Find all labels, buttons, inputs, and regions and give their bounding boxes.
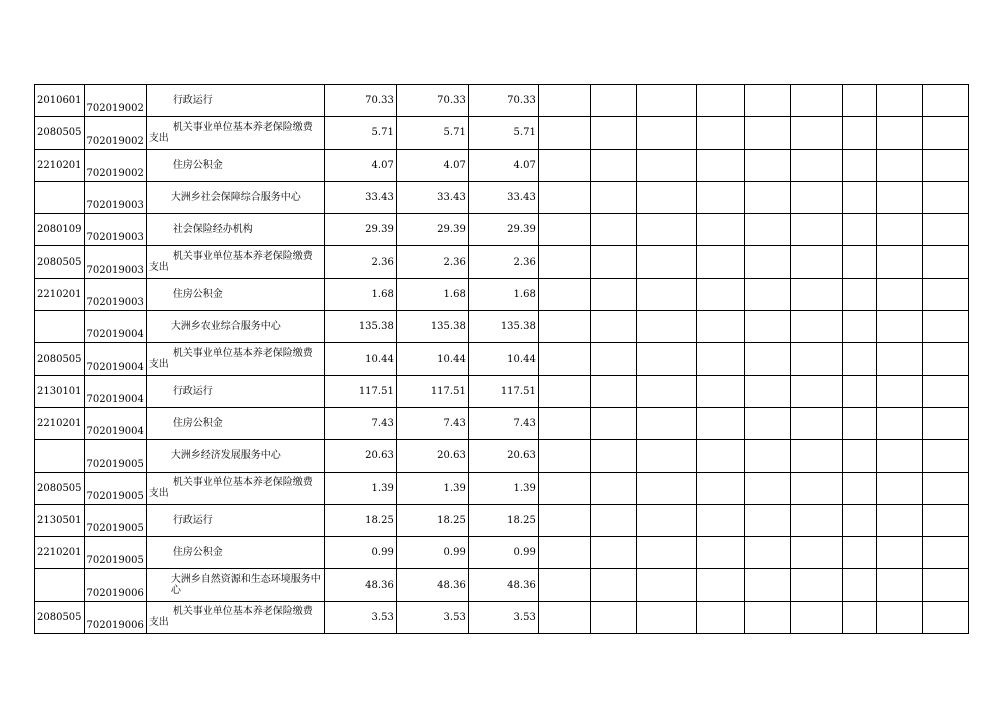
- total-value-cell: 4.07: [324, 149, 396, 181]
- empty-cell: [696, 440, 744, 472]
- empty-cell: [590, 440, 636, 472]
- total-value-cell: 117.51: [324, 375, 396, 407]
- empty-cell: [636, 278, 696, 310]
- empty-cell: [696, 246, 744, 278]
- subtotal-value-cell: 2.36: [396, 246, 468, 278]
- unit-code-cell: 702019003: [84, 214, 146, 246]
- basic-expense-value-cell: 2.36: [468, 246, 538, 278]
- empty-cell: [744, 85, 790, 117]
- unit-code-cell: 702019004: [84, 311, 146, 343]
- empty-cell: [842, 117, 876, 149]
- empty-cell: [876, 472, 922, 504]
- table-row: [35, 601, 969, 633]
- empty-cell: [696, 504, 744, 536]
- empty-cell: [636, 504, 696, 536]
- empty-cell: [790, 537, 842, 569]
- total-value-cell: 48.36: [324, 569, 396, 601]
- empty-cell: [842, 214, 876, 246]
- empty-cell: [876, 214, 922, 246]
- empty-cell: [790, 343, 842, 375]
- unit-code-cell: 702019004: [84, 375, 146, 407]
- empty-cell: [876, 407, 922, 439]
- empty-cell: [876, 375, 922, 407]
- item-name-cell: [146, 472, 324, 504]
- total-value-cell: 29.39: [324, 214, 396, 246]
- empty-cell: [538, 246, 590, 278]
- unit-code-cell: 702019005: [84, 504, 146, 536]
- function-code-cell: 2080505: [35, 246, 85, 278]
- unit-code-cell: 702019002: [84, 117, 146, 149]
- empty-cell: [842, 504, 876, 536]
- empty-cell: [744, 375, 790, 407]
- subtotal-value-cell: 33.43: [396, 181, 468, 213]
- function-code-cell: 2210201: [35, 407, 85, 439]
- table-row: [35, 375, 969, 407]
- empty-cell: [922, 181, 968, 213]
- empty-cell: [922, 246, 968, 278]
- empty-cell: [538, 504, 590, 536]
- empty-cell: [790, 440, 842, 472]
- empty-cell: [636, 537, 696, 569]
- item-name-text: 行政运行: [172, 385, 213, 397]
- empty-cell: [744, 537, 790, 569]
- empty-cell: [790, 472, 842, 504]
- empty-cell: [876, 440, 922, 472]
- subtotal-value-cell: 10.44: [396, 343, 468, 375]
- function-code-cell: 2210201: [35, 278, 85, 310]
- basic-expense-value-cell: 33.43: [468, 181, 538, 213]
- empty-cell: [636, 246, 696, 278]
- empty-cell: [922, 375, 968, 407]
- function-code-cell: [35, 181, 85, 213]
- empty-cell: [636, 311, 696, 343]
- empty-cell: [636, 343, 696, 375]
- table-row: [35, 537, 969, 569]
- total-value-cell: 3.53: [324, 601, 396, 633]
- empty-cell: [842, 407, 876, 439]
- table-row: [35, 440, 969, 472]
- empty-cell: [842, 246, 876, 278]
- empty-cell: [876, 246, 922, 278]
- empty-cell: [744, 311, 790, 343]
- item-name-text: 机关事业单位基本养老保险缴费支出: [148, 251, 313, 274]
- unit-code-cell: 702019006: [84, 601, 146, 633]
- empty-cell: [696, 601, 744, 633]
- empty-cell: [590, 537, 636, 569]
- empty-cell: [876, 278, 922, 310]
- table-row: [35, 472, 969, 504]
- subtotal-value-cell: 18.25: [396, 504, 468, 536]
- item-name-cell: [146, 278, 324, 310]
- function-code-cell: 2080505: [35, 343, 85, 375]
- empty-cell: [790, 375, 842, 407]
- empty-cell: [696, 85, 744, 117]
- item-name-cell: [146, 149, 324, 181]
- empty-cell: [922, 472, 968, 504]
- empty-cell: [538, 407, 590, 439]
- empty-cell: [636, 117, 696, 149]
- basic-expense-value-cell: 1.39: [468, 472, 538, 504]
- unit-code-cell: 702019003: [84, 278, 146, 310]
- total-value-cell: 10.44: [324, 343, 396, 375]
- item-name-cell: [146, 569, 324, 601]
- empty-cell: [790, 181, 842, 213]
- empty-cell: [696, 311, 744, 343]
- basic-expense-value-cell: 3.53: [468, 601, 538, 633]
- unit-code-cell: 702019004: [84, 343, 146, 375]
- table-row: [35, 246, 969, 278]
- empty-cell: [876, 85, 922, 117]
- empty-cell: [636, 181, 696, 213]
- basic-expense-value-cell: 18.25: [468, 504, 538, 536]
- function-code-cell: 2080505: [35, 472, 85, 504]
- empty-cell: [744, 472, 790, 504]
- item-name-text: 大洲乡农业综合服务中心: [170, 321, 281, 333]
- empty-cell: [876, 181, 922, 213]
- table-row: [35, 569, 969, 601]
- empty-cell: [538, 149, 590, 181]
- total-value-cell: 70.33: [324, 85, 396, 117]
- table-row: [35, 117, 969, 149]
- function-code-cell: 2130101: [35, 375, 85, 407]
- empty-cell: [590, 181, 636, 213]
- empty-cell: [922, 311, 968, 343]
- table-row: [35, 504, 969, 536]
- total-value-cell: 1.39: [324, 472, 396, 504]
- empty-cell: [790, 149, 842, 181]
- empty-cell: [790, 117, 842, 149]
- empty-cell: [744, 214, 790, 246]
- unit-code-cell: 702019005: [84, 537, 146, 569]
- total-value-cell: 33.43: [324, 181, 396, 213]
- empty-cell: [790, 214, 842, 246]
- empty-cell: [842, 375, 876, 407]
- empty-cell: [590, 601, 636, 633]
- empty-cell: [876, 343, 922, 375]
- basic-expense-value-cell: 70.33: [468, 85, 538, 117]
- empty-cell: [876, 569, 922, 601]
- unit-code-cell: 702019002: [84, 149, 146, 181]
- empty-cell: [538, 569, 590, 601]
- empty-cell: [922, 537, 968, 569]
- basic-expense-value-cell: 7.43: [468, 407, 538, 439]
- function-code-cell: [35, 569, 85, 601]
- total-value-cell: 135.38: [324, 311, 396, 343]
- unit-code-cell: 702019004: [84, 407, 146, 439]
- empty-cell: [696, 214, 744, 246]
- empty-cell: [696, 343, 744, 375]
- basic-expense-value-cell: 1.68: [468, 278, 538, 310]
- empty-cell: [922, 407, 968, 439]
- empty-cell: [842, 278, 876, 310]
- empty-cell: [538, 214, 590, 246]
- item-name-cell: [146, 601, 324, 633]
- subtotal-value-cell: 7.43: [396, 407, 468, 439]
- empty-cell: [876, 117, 922, 149]
- empty-cell: [842, 85, 876, 117]
- item-name-cell: [146, 375, 324, 407]
- empty-cell: [538, 278, 590, 310]
- item-name-cell: [146, 504, 324, 536]
- subtotal-value-cell: 135.38: [396, 311, 468, 343]
- empty-cell: [636, 472, 696, 504]
- empty-cell: [842, 343, 876, 375]
- empty-cell: [696, 472, 744, 504]
- item-name-text: 机关事业单位基本养老保险缴费支出: [148, 121, 313, 144]
- empty-cell: [696, 149, 744, 181]
- table-row: [35, 181, 969, 213]
- empty-cell: [538, 375, 590, 407]
- item-name-cell: [146, 311, 324, 343]
- function-code-cell: 2010601: [35, 85, 85, 117]
- empty-cell: [636, 214, 696, 246]
- item-name-text: 社会保险经办机构: [172, 224, 253, 236]
- basic-expense-value-cell: 0.99: [468, 537, 538, 569]
- empty-cell: [876, 149, 922, 181]
- empty-cell: [790, 504, 842, 536]
- empty-cell: [842, 537, 876, 569]
- empty-cell: [922, 214, 968, 246]
- item-name-cell: [146, 343, 324, 375]
- item-name-text: 大洲乡经济发展服务中心: [170, 450, 281, 462]
- empty-cell: [842, 440, 876, 472]
- subtotal-value-cell: 70.33: [396, 85, 468, 117]
- function-code-cell: 2210201: [35, 537, 85, 569]
- empty-cell: [744, 569, 790, 601]
- empty-cell: [696, 117, 744, 149]
- basic-expense-value-cell: 29.39: [468, 214, 538, 246]
- empty-cell: [922, 440, 968, 472]
- empty-cell: [744, 246, 790, 278]
- empty-cell: [922, 278, 968, 310]
- table-row: [35, 85, 969, 117]
- subtotal-value-cell: 1.39: [396, 472, 468, 504]
- table-row: [35, 278, 969, 310]
- empty-cell: [590, 504, 636, 536]
- item-name-text: 机关事业单位基本养老保险缴费支出: [148, 477, 313, 500]
- subtotal-value-cell: 1.68: [396, 278, 468, 310]
- empty-cell: [696, 569, 744, 601]
- empty-cell: [842, 472, 876, 504]
- function-code-cell: 2080505: [35, 601, 85, 633]
- subtotal-value-cell: 5.71: [396, 117, 468, 149]
- function-code-cell: 2080505: [35, 117, 85, 149]
- empty-cell: [636, 85, 696, 117]
- empty-cell: [538, 85, 590, 117]
- total-value-cell: 7.43: [324, 407, 396, 439]
- unit-code-cell: 702019006: [84, 569, 146, 601]
- empty-cell: [696, 278, 744, 310]
- empty-cell: [636, 149, 696, 181]
- empty-cell: [744, 117, 790, 149]
- basic-expense-value-cell: 117.51: [468, 375, 538, 407]
- empty-cell: [842, 149, 876, 181]
- empty-cell: [538, 181, 590, 213]
- total-value-cell: 18.25: [324, 504, 396, 536]
- function-code-cell: [35, 311, 85, 343]
- empty-cell: [538, 472, 590, 504]
- empty-cell: [590, 375, 636, 407]
- empty-cell: [744, 149, 790, 181]
- empty-cell: [590, 117, 636, 149]
- basic-expense-value-cell: 20.63: [468, 440, 538, 472]
- empty-cell: [744, 343, 790, 375]
- empty-cell: [922, 569, 968, 601]
- empty-cell: [696, 537, 744, 569]
- empty-cell: [636, 440, 696, 472]
- item-name-cell: [146, 246, 324, 278]
- item-name-cell: [146, 214, 324, 246]
- empty-cell: [876, 311, 922, 343]
- item-name-cell: [146, 85, 324, 117]
- basic-expense-value-cell: 4.07: [468, 149, 538, 181]
- table-row: [35, 214, 969, 246]
- subtotal-value-cell: 117.51: [396, 375, 468, 407]
- empty-cell: [842, 311, 876, 343]
- item-name-text: 机关事业单位基本养老保险缴费支出: [148, 348, 313, 371]
- empty-cell: [876, 504, 922, 536]
- empty-cell: [922, 85, 968, 117]
- table-body: [35, 85, 969, 634]
- empty-cell: [590, 407, 636, 439]
- basic-expense-value-cell: 135.38: [468, 311, 538, 343]
- function-code-cell: 2210201: [35, 149, 85, 181]
- empty-cell: [590, 149, 636, 181]
- empty-cell: [590, 214, 636, 246]
- function-code-cell: 2080109: [35, 214, 85, 246]
- empty-cell: [590, 343, 636, 375]
- item-name-text: 行政运行: [172, 95, 213, 107]
- empty-cell: [538, 601, 590, 633]
- unit-code-cell: 702019002: [84, 85, 146, 117]
- empty-cell: [790, 278, 842, 310]
- empty-cell: [790, 407, 842, 439]
- item-name-text: 住房公积金: [172, 288, 223, 300]
- total-value-cell: 1.68: [324, 278, 396, 310]
- empty-cell: [590, 278, 636, 310]
- item-name-text: 住房公积金: [172, 547, 223, 559]
- empty-cell: [636, 375, 696, 407]
- subtotal-value-cell: 29.39: [396, 214, 468, 246]
- empty-cell: [590, 85, 636, 117]
- empty-cell: [922, 117, 968, 149]
- empty-cell: [590, 311, 636, 343]
- total-value-cell: 0.99: [324, 537, 396, 569]
- table-row: [35, 311, 969, 343]
- empty-cell: [590, 569, 636, 601]
- empty-cell: [790, 601, 842, 633]
- empty-cell: [876, 537, 922, 569]
- subtotal-value-cell: 0.99: [396, 537, 468, 569]
- empty-cell: [538, 117, 590, 149]
- total-value-cell: 5.71: [324, 117, 396, 149]
- budget-table: [34, 84, 969, 634]
- function-code-cell: 2130501: [35, 504, 85, 536]
- empty-cell: [842, 569, 876, 601]
- empty-cell: [696, 407, 744, 439]
- empty-cell: [744, 504, 790, 536]
- empty-cell: [538, 537, 590, 569]
- item-name-cell: [146, 117, 324, 149]
- table-row: [35, 407, 969, 439]
- empty-cell: [538, 343, 590, 375]
- empty-cell: [696, 375, 744, 407]
- table-row: [35, 343, 969, 375]
- empty-cell: [744, 440, 790, 472]
- subtotal-value-cell: 20.63: [396, 440, 468, 472]
- empty-cell: [744, 181, 790, 213]
- item-name-cell: [146, 440, 324, 472]
- empty-cell: [790, 85, 842, 117]
- empty-cell: [842, 181, 876, 213]
- item-name-cell: [146, 537, 324, 569]
- unit-code-cell: 702019003: [84, 181, 146, 213]
- subtotal-value-cell: 3.53: [396, 601, 468, 633]
- empty-cell: [744, 407, 790, 439]
- empty-cell: [790, 569, 842, 601]
- item-name-cell: [146, 407, 324, 439]
- empty-cell: [636, 601, 696, 633]
- unit-code-cell: 702019003: [84, 246, 146, 278]
- item-name-text: 大洲乡自然资源和生态环境服务中心: [170, 574, 321, 597]
- empty-cell: [744, 278, 790, 310]
- item-name-text: 住房公积金: [172, 418, 223, 430]
- item-name-text: 行政运行: [172, 515, 213, 526]
- item-name-text: 大洲乡社会保障综合服务中心: [170, 192, 301, 204]
- empty-cell: [842, 601, 876, 633]
- empty-cell: [790, 311, 842, 343]
- empty-cell: [538, 311, 590, 343]
- item-name-cell: [146, 181, 324, 213]
- empty-cell: [636, 569, 696, 601]
- empty-cell: [538, 440, 590, 472]
- empty-cell: [636, 407, 696, 439]
- unit-code-cell: 702019005: [84, 472, 146, 504]
- subtotal-value-cell: 4.07: [396, 149, 468, 181]
- item-name-text: 机关事业单位基本养老保险缴费支出: [148, 606, 313, 629]
- empty-cell: [922, 504, 968, 536]
- basic-expense-value-cell: 5.71: [468, 117, 538, 149]
- empty-cell: [922, 343, 968, 375]
- empty-cell: [696, 181, 744, 213]
- total-value-cell: 2.36: [324, 246, 396, 278]
- basic-expense-value-cell: 48.36: [468, 569, 538, 601]
- item-name-text: 住房公积金: [172, 159, 223, 171]
- empty-cell: [744, 601, 790, 633]
- unit-code-cell: 702019005: [84, 440, 146, 472]
- total-value-cell: 20.63: [324, 440, 396, 472]
- empty-cell: [590, 472, 636, 504]
- empty-cell: [922, 601, 968, 633]
- table-row: [35, 149, 969, 181]
- empty-cell: [590, 246, 636, 278]
- subtotal-value-cell: 48.36: [396, 569, 468, 601]
- function-code-cell: [35, 440, 85, 472]
- empty-cell: [876, 601, 922, 633]
- basic-expense-value-cell: 10.44: [468, 343, 538, 375]
- empty-cell: [790, 246, 842, 278]
- empty-cell: [922, 149, 968, 181]
